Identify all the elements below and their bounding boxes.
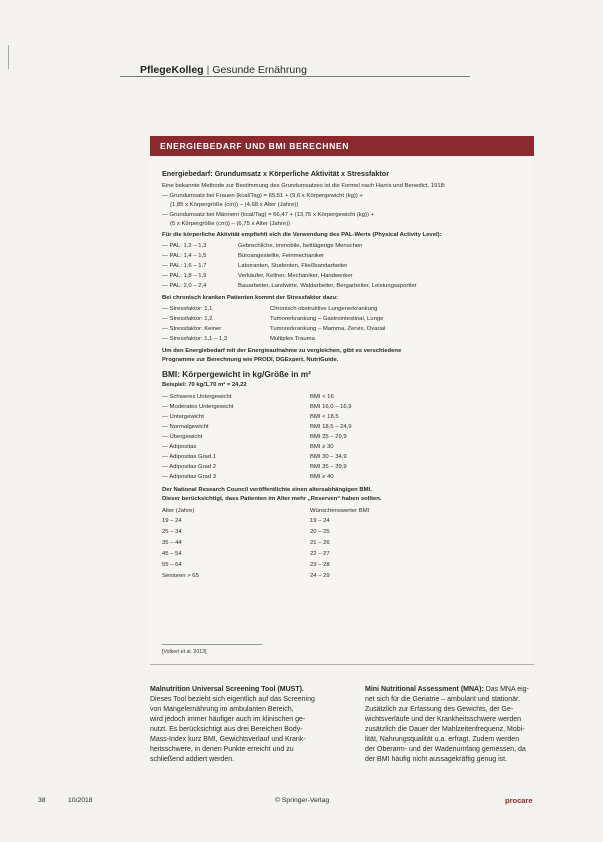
bmi-class-value: BMI < 18,5 bbox=[310, 414, 339, 420]
must-paragraph bbox=[150, 685, 340, 765]
page-number: 38 bbox=[38, 797, 46, 804]
age-bmi-value: 23 – 28 bbox=[310, 562, 330, 568]
paragraph-line: lität, Nahrungsqualität u.a. erfragt. Zudem werden bbox=[365, 736, 520, 743]
running-header bbox=[140, 64, 307, 76]
paragraph-line: der BMI häufig nicht aussagekräftig genug ist. bbox=[365, 756, 508, 763]
stress-row: — Stressfaktor: 1,1 – 1,3 bbox=[162, 336, 228, 342]
header-separator: | bbox=[206, 64, 210, 76]
bmi-class-value: BMI 25 – 29,9 bbox=[310, 434, 347, 440]
bmi-class-value: BMI ≥ 40 bbox=[310, 474, 334, 480]
bmi-class-value: BMI 30 – 34,9 bbox=[310, 454, 347, 460]
paragraph-line: Dieses Tool bezieht sich eigentlich auf das Screening bbox=[150, 696, 315, 703]
source-rule bbox=[162, 644, 262, 645]
pal-heading: Für die körperliche Aktivität empfiehlt sich die Verwendung des PAL-Werts (Physical Activity Level): bbox=[162, 232, 442, 238]
bmi-class-label: — Adipositas Grad 1 bbox=[162, 454, 217, 460]
paragraph-line: net sich für die Geriatrie – ambulant und stationär. bbox=[365, 696, 520, 703]
bmi-class-label: — Adipositas Grad 3 bbox=[162, 474, 217, 480]
age-column-header: Alter (Jahre) bbox=[162, 508, 195, 514]
age-bmi-value: 24 – 29 bbox=[310, 573, 330, 579]
magazine-brand: procare bbox=[505, 796, 533, 805]
formula-line: (5 x Körpergröße (cm)) – (6,75 x Alter (Jahre)) bbox=[170, 221, 291, 227]
issue-number: 10/2018 bbox=[68, 797, 93, 804]
publisher: © Springer-Verlag bbox=[275, 797, 330, 804]
paragraph-line: Mass-Index kurz BMI, Gewichtsverlauf und Krank- bbox=[150, 736, 306, 743]
age-value: 25 – 34 bbox=[162, 529, 182, 535]
stress-desc: Chronisch obstruktive Lungenerkrankung bbox=[270, 306, 378, 312]
formula-line: — Grundumsatz bei Männern (kcal/Tag) = 66,47 + (13,75 x Körpergewicht (kg)) + bbox=[162, 212, 375, 218]
stress-row: — Stressfaktor: 1,2 bbox=[162, 316, 213, 322]
formula-line: (1,85 x Körpergröße (cm)) – (4,68 x Alter (Jahre)) bbox=[170, 202, 299, 208]
pal-row: — PAL: 1,2 – 1,3 bbox=[162, 243, 207, 249]
paragraph-line: nutzt. Es berücksichtigt aus drei Bereichen Body- bbox=[150, 726, 303, 733]
stress-desc: Tumorerkrankung – Gastrointestinal, Lunge bbox=[270, 316, 384, 322]
stress-desc: Tumorerkrankung – Mamma, Zervix, Ovarial bbox=[270, 326, 386, 332]
pal-row: — PAL: 1,8 – 1,9 bbox=[162, 273, 207, 279]
bmi-example: Beispiel: 70 kg/1,70 m² = 24,22 bbox=[162, 382, 247, 388]
paragraph-line: wird jedoch immer häufiger auch im klinischen ge- bbox=[150, 716, 306, 723]
nrc-text: Dieser berücksichtigt, dass Patienten im Alter mehr „Reserven“ haben sollten. bbox=[162, 496, 382, 502]
section-name: Gesunde Ernährung bbox=[212, 64, 307, 76]
source-reference: [Volkert et al. 2013] bbox=[162, 649, 207, 655]
journal-brand: PflegeKolleg bbox=[140, 64, 204, 76]
pal-row: — PAL: 2,0 – 2,4 bbox=[162, 283, 207, 289]
pal-row: — PAL: 1,6 – 1,7 bbox=[162, 263, 207, 269]
stress-row: — Stressfaktor: Keiner bbox=[162, 326, 222, 332]
bmi-class-label: — Schweres Untergewicht bbox=[162, 394, 232, 400]
pal-desc: Gebrechliche, immobile, bettlägerige Menschen bbox=[238, 243, 363, 249]
energy-intro: Eine bekannte Methode zur Bestimmung des Grundumsatzes ist die Formel nach Harris und Benedict, 1918: bbox=[162, 183, 446, 189]
age-bmi-value: 21 – 26 bbox=[310, 540, 330, 546]
bmi-heading: BMI: Körpergewicht in kg/Größe in m² bbox=[162, 369, 311, 379]
bmi-class-value: BMI 16,0 – 16,9 bbox=[310, 404, 352, 410]
info-box bbox=[150, 136, 534, 665]
mna-lead: Mini Nutritional Assessment (MNA): bbox=[365, 686, 484, 693]
age-bmi-value: 19 – 24 bbox=[310, 518, 330, 524]
paragraph-line: der Oberarm- und der Wadenumfang gemessen, da bbox=[365, 746, 526, 753]
programs-text: Programme zur Berechnung wie PRODI, DGExpert, NutriGuide. bbox=[162, 357, 339, 363]
bmi-class-label: — Übergewicht bbox=[162, 434, 203, 440]
pal-desc: Laboranten, Studenten, Fließbandarbeiter bbox=[238, 263, 348, 269]
paragraph-line: schließend addiert werden. bbox=[150, 756, 235, 763]
paragraph-line: wichtsverläufe und der Krankheitsschwere werden bbox=[365, 716, 522, 723]
header-rule bbox=[120, 76, 470, 77]
paragraph-line: Zusätzlich zur Erfassung des Gewichts, der Ge- bbox=[365, 706, 514, 713]
energy-heading: Energiebedarf: Grundumsatz x Körperliche Aktivität x Stressfaktor bbox=[162, 169, 389, 178]
bmi-class-value: BMI < 16 bbox=[310, 394, 334, 400]
bmi-class-value: BMI 35 – 39,9 bbox=[310, 464, 347, 470]
programs-text: Um den Energiebedarf mit der Energieaufnahme zu vergleichen, gibt es verschiedene bbox=[162, 348, 402, 354]
age-bmi-value: 22 – 27 bbox=[310, 551, 330, 557]
bmi-class-value: BMI ≥ 30 bbox=[310, 444, 334, 450]
pal-desc: Büroangestellte, Feinmechaniker bbox=[238, 253, 325, 259]
age-bmi-value: 20 – 25 bbox=[310, 529, 330, 535]
bmi-class-label: — Adipositas bbox=[162, 444, 197, 450]
pal-desc: Verkäufer, Kellner, Mechaniker, Handwerker bbox=[238, 273, 353, 279]
bmi-class-label: — Adipositas Grad 2 bbox=[162, 464, 217, 470]
bmi-class-value: BMI 18,5 – 24,9 bbox=[310, 424, 352, 430]
paragraph-line: von Mangelernährung im ambulanten Bereich, bbox=[150, 706, 294, 713]
bmi-column-header: Wünschenswerter BMI bbox=[310, 508, 370, 514]
age-value: Senioren > 65 bbox=[162, 573, 199, 579]
paragraph-line: heitsschwere, in denen Punkte erreicht und zu bbox=[150, 746, 294, 753]
age-value: 35 – 44 bbox=[162, 540, 182, 546]
stress-heading: Bei chronisch kranken Patienten kommt der Stressfaktor dazu: bbox=[162, 295, 339, 301]
pal-row: — PAL: 1,4 – 1,5 bbox=[162, 253, 207, 259]
age-value: 45 – 54 bbox=[162, 551, 182, 557]
age-value: 55 – 64 bbox=[162, 562, 182, 568]
must-lead: Malnutrition Universal Screening Tool (MUST). bbox=[150, 686, 304, 693]
crop-mark bbox=[8, 45, 9, 69]
bmi-class-label: — Moderates Untergewicht bbox=[162, 404, 234, 410]
mna-paragraph: Mini Nutritional Assessment (MNA): Das MNA eig- net sich für die Geriatrie – ambulant und stationär. Zusätzlich zur Erfassung des Gewichts, der Ge- wichtsverläufe und der Krankheitsschwere werden zusätzlich die Dauer der Mahlzeitenfrequenz, Mobi- lität, Nahrungsqualität u.a. erfragt. Zudem werden der Oberarm- und der Wadenumfang gemessen, da der BMI häufig nicht aussagekräftig genug ist. bbox=[365, 685, 565, 765]
stress-row: — Stressfaktor: 1,1 bbox=[162, 306, 213, 312]
stress-desc: Multiples Trauma bbox=[270, 336, 315, 342]
formula-line: — Grundumsatz bei Frauen (kcal/Tag) = 65,51 + (9,6 x Körpergewicht (kg)) + bbox=[162, 193, 363, 199]
nrc-text: Der National Research Council veröffentlichte einen altersabhängigen BMI. bbox=[162, 487, 372, 493]
bmi-class-label: — Untergewicht bbox=[162, 414, 204, 420]
paragraph-line: zusätzlich die Dauer der Mahlzeitenfrequenz, Mobi- bbox=[365, 726, 525, 733]
bmi-class-label: — Normalgewicht bbox=[162, 424, 209, 430]
pal-desc: Bauarbeiter, Landwirte, Waldarbeiter, Bergarbeiter, Leistungssportler bbox=[238, 283, 417, 289]
age-value: 19 – 24 bbox=[162, 518, 182, 524]
box-title: ENERGIEBEDARF UND BMI BERECHNEN bbox=[150, 136, 534, 156]
